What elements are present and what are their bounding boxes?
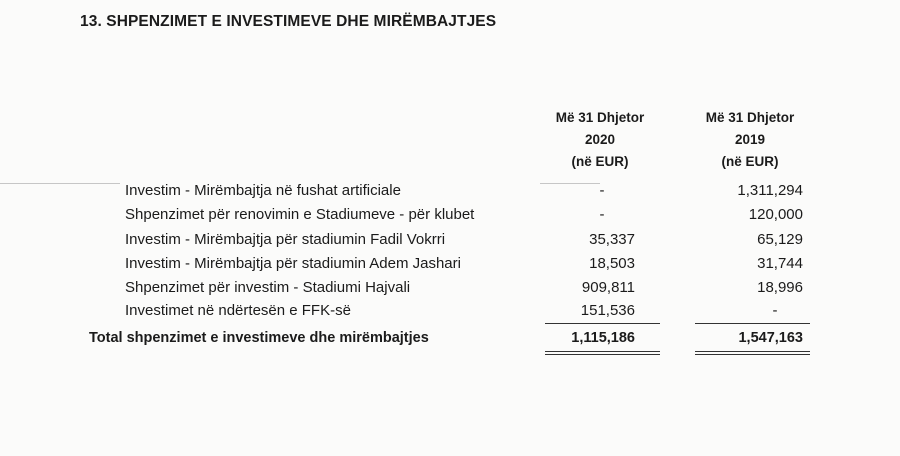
column-header-unit: (në EUR) [721, 154, 779, 169]
table-row [0, 255, 900, 279]
value-2020: 18,503 [589, 255, 635, 272]
row-label: Shpenzimet për renovimin e Stadiumeve - për klubet [125, 206, 475, 223]
row-label: Shpenzimet për investim - Stadiumi Hajvali [125, 279, 411, 296]
total-double-rule-2019 [695, 351, 810, 352]
row-label: Investimet në ndërtesën e FFK-së [125, 302, 351, 319]
column-header-unit: (në EUR) [571, 154, 629, 169]
subtotal-rule-2020 [545, 323, 660, 324]
total-double-rule-2020 [545, 354, 660, 355]
value-2020: - [599, 206, 605, 223]
column-header-2019 [690, 107, 810, 173]
table-row [0, 182, 900, 206]
table-row [0, 206, 900, 230]
total-value-2019: 1,547,163 [738, 330, 803, 346]
value-2020: - [599, 182, 605, 199]
table-row [0, 231, 900, 255]
total-value-2020: 1,115,186 [571, 330, 635, 346]
subtotal-rule-2019 [695, 323, 810, 324]
column-header-year: 2020 [584, 132, 616, 147]
total-label: Total shpenzimet e investimeve dhe mirëmbajtjes [89, 330, 429, 346]
column-header-year: 2019 [734, 132, 766, 147]
value-2019: 120,000 [748, 206, 803, 223]
row-label: Investim - Mirëmbajtja në fushat artificiale [125, 182, 401, 199]
value-2019: 65,129 [757, 231, 803, 248]
value-2020: 151,536 [580, 302, 635, 319]
total-double-rule-2019 [695, 354, 810, 355]
value-2019: 18,996 [757, 279, 803, 296]
value-2020: 909,811 [581, 279, 635, 296]
row-label: Investim - Mirëmbajtja për stadiumin Adem Jashari [125, 255, 461, 272]
total-double-rule-2020 [545, 351, 660, 352]
column-header-line: Më 31 Dhjetor [555, 110, 645, 125]
column-header-2020 [540, 107, 660, 173]
value-2019: 1,311,294 [737, 182, 803, 199]
row-label: Investim - Mirëmbajtja për stadiumin Fadil Vokrri [125, 231, 446, 248]
section-title: 13. SHPENZIMET E INVESTIMEVE DHE MIRËMBAJTJES [80, 13, 497, 30]
value-2019: 31,744 [757, 255, 803, 272]
value-2020: 35,337 [589, 231, 635, 248]
table-row [0, 279, 900, 303]
value-2019: - [772, 302, 778, 319]
column-header-line: Më 31 Dhjetor [705, 110, 795, 125]
